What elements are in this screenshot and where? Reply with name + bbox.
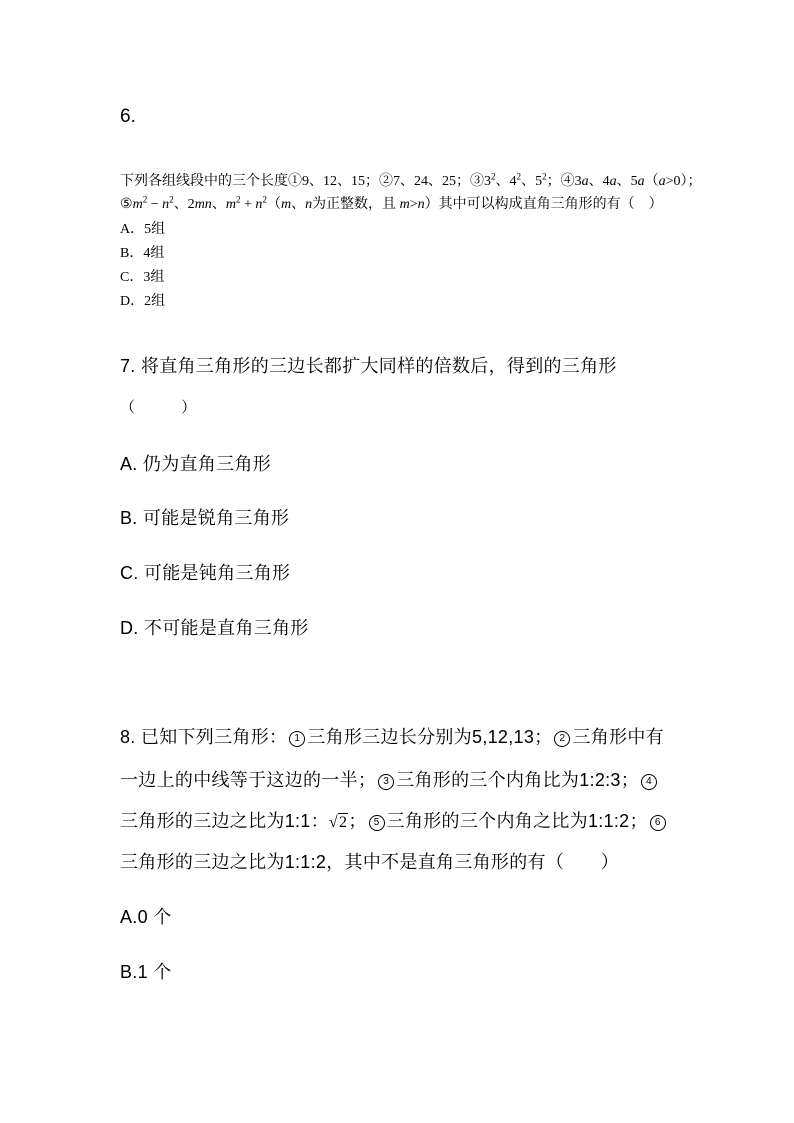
question-7-stem: 7. 将直角三角形的三边长都扩大同样的倍数后，得到的三角形 [120, 356, 617, 376]
question-7-option-c: C. 可能是钝角三角形 [120, 563, 291, 583]
question-7-answer-paren: （ ） [120, 399, 197, 416]
question-6-option-b: B．4组 [120, 246, 165, 261]
question-8-stem-line-4: 三角形的三边之比为1:1:2，其中不是直角三角形的有（ ） [120, 852, 620, 872]
question-6-stem-line-2: $⑤m^2 - n^2$、2mn、$m^2 + n^2(m$、n为正整数，且 m>n）其中可以构成直角三角形的有（ ） [120, 194, 663, 212]
question-7-option-a: A. 仍为直角三角形 [120, 454, 272, 474]
question-7-option-d: D. 不可能是直角三角形 [120, 618, 309, 638]
question-6-option-d: D．2组 [120, 294, 166, 309]
question-8-stem-line-2: 一边上的中线等于这边的一半； 3 三角形的三个内角比为1:2:3； 4 [120, 766, 659, 792]
sqrt-2-symbol: √2 [328, 814, 348, 831]
question-8-option-b: B.1 个 [120, 962, 172, 982]
question-8-stem-line-1: 8. 已知下列三角形： 1 三角形三边长分别为5,12,13； 2 三角形中有 [120, 727, 664, 747]
question-8-stem-line-3: 三角形的三边之比为1:1：√2； 5 三角形的三个内角之比为1:1:2； 6 [120, 807, 668, 833]
question-6-stem-line-1: 下列各组线段中的三个长度①9、12、15；②7、24、25；$③3^2$、$4^2$、$5^2$；④3a、4a、5a（a>0）； [120, 171, 702, 189]
question-7-option-b: B. 可能是锐角三角形 [120, 508, 290, 528]
question-6-number: 6. [120, 106, 136, 127]
question-6-option-c: C．3组 [120, 270, 165, 285]
question-8-option-a: A.0 个 [120, 907, 172, 927]
question-6-option-a: A．5组 [120, 222, 166, 237]
